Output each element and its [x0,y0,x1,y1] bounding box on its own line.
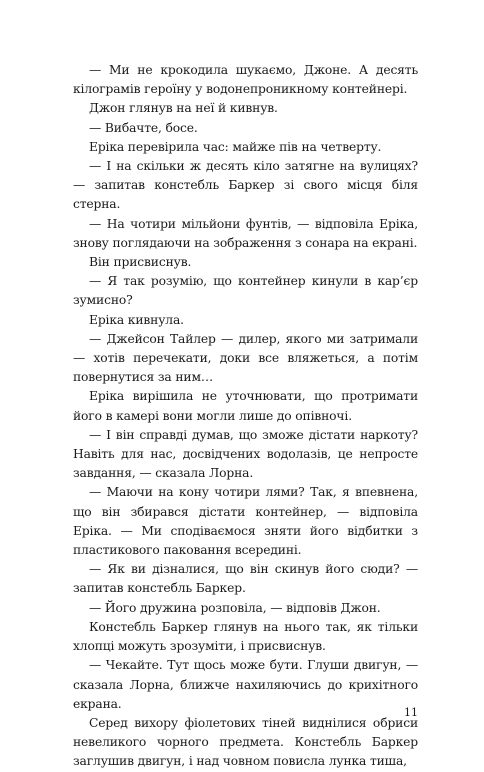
paragraph-4: Еріка перевірила час: майже пів на четверту. [89,139,382,154]
paragraph-1: — Ми не крокодила шукаємо, Джоне. А десять кілограмів героїну у водонепроникному контейнері. [73,63,418,97]
paragraph-10: — Джейсон Тайлер — дилер, якого ми затримали — хотів перечекати, доки все вляжеться, а потім повернутися за ним… [73,331,418,385]
paragraph-8: — Я так розумію, що контейнер кинули в кар’єр зумисно? [73,274,418,308]
paragraph-13: — Маючи на кону чотири лями? Так, я впевнена, що він збирався дістати контейнер, — відповіла Еріка. — Ми сподіваємося зняти його відбитки з пластикового паковання всередині. [73,485,418,558]
paragraph-18: Серед вихору фіолетових тіней виднілися обриси невеликого чорного предмета. Констебль Баркер заглушив двигун, і над човном повисла лунка тиша, [73,715,418,769]
paragraph-9: Еріка кивнула. [89,312,184,327]
paragraph-2: Джон глянув на неї й кивнув. [89,101,278,116]
paragraph-7: Він присвиснув. [89,255,192,270]
paragraph-16: Констебль Баркер глянув на нього так, як тільки хлопці можуть зрозуміти, і присвиснув. [73,619,418,654]
paragraph-3: — Вибачте, босе. [89,120,198,135]
paragraph-6: — На чотири мільйони фунтів, — відповіла Еріка, знову поглядаючи на зображення з сонара на екрані. [73,216,418,250]
paragraph-12: — І він справді думав, що зможе дістати наркоту? Навіть для нас, досвідчених водолазів, це непросте завдання, — сказала Лорна. [73,427,418,481]
body-text [73,61,418,772]
paragraph-14: — Як ви дізналися, що він скинув його сюди? — запитав констебль Баркер. [73,562,418,596]
paragraph-17: — Чекайте. Тут щось може бути. Глуши двигун, — сказала Лорна, ближче нахиляючись до крихітного екрана. [73,658,418,711]
paragraph-11: Еріка вирішила не уточнювати, що протримати його в камері вони могли лише до опівночі. [73,389,418,423]
page-number: 11 [404,706,418,719]
paragraph-5: — І на скільки ж десять кіло затягне на вулицях? — запитав констебль Баркер зі свого місця біля стерна. [73,159,418,212]
paragraph-15: — Його дружина розповіла, — відповів Джон. [89,600,381,615]
